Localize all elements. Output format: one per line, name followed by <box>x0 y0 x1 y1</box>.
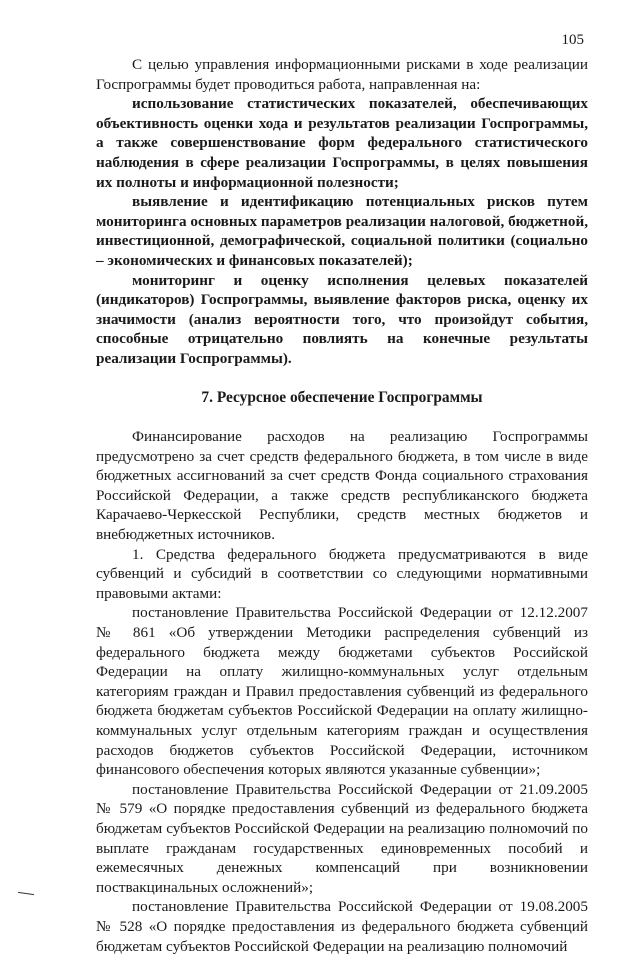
paragraph-intro: С целью управления информационными рисками в ходе реализации Госпрограммы будет проводиться работа, направленная на: <box>96 56 588 93</box>
paragraph-decree-579: постановление Правительства Российской Федерации от 21.09.2005 № 579 «О порядке предоставления субвенций из федерального бюджета бюджетам субъектов Российской Федерации на реализацию полномочий по выплате гражданам государственных единовременных пособий и ежемесячных денежных компенсаций при возникновении поствакцинальных осложнений»; <box>96 780 588 896</box>
paragraph-decree-861: постановление Правительства Российской Федерации от 12.12.2007 № 861 «Об утверждении Методики распределения субвенций из федерального бюджета между бюджетами субъектов Российской Федерации на оплату жилищно-коммунальных услуг отдельным категориям граждан и Правил предоставления субвенций из федерального бюджета бюджетам субъектов Российской Федерации на оплату жилищно-коммунальных услуг отдельным категориям граждан и осуществления расходов бюджетов субъектов Российской Федерации, источником финансового обеспечения которых являются указанные субвенции»; <box>96 604 588 779</box>
page-number: 105 <box>561 32 584 48</box>
paragraph-federal-budget: 1. Средства федерального бюджета предусматриваются в виде субвенций и субсидий в соответствии со следующими нормативными правовыми актами: <box>96 545 588 602</box>
page-body <box>96 55 588 956</box>
paragraph-risk-identification: выявление и идентификацию потенциальных рисков путем мониторинга основных параметров реализации налоговой, бюджетной, инвестиционной, демографической, социальной политики (социально – экономических и финансовых показателей); <box>96 193 588 269</box>
paragraph-decree-528: постановление Правительства Российской Федерации от 19.08.2005 № 528 «О порядке предоставления из федерального бюджета субвенций бюджетам субъектов Российской Федерации на реализацию полномочий <box>96 898 588 955</box>
paragraph-financing: Финансирование расходов на реализацию Госпрограммы предусмотрено за счет средств федерального бюджета, в том числе в виде бюджетных ассигнований за счет средств Фонда социального страхования Российской Федерации, а также средств республиканского бюджета Карачаево-Черкесской Республики, средств местных бюджетов и внебюджетных источников. <box>96 428 588 544</box>
paragraph-statistics: использование статистических показателей, обеспечивающих объективность оценки хода и результатов реализации Госпрограммы, а также совершенствование форм федерального статистического наблюдения в сфере реализации Госпрограммы, в целях повышения их полноты и информационной полезности; <box>96 95 588 191</box>
scan-artifact-mark <box>18 892 34 895</box>
section-heading: 7. Ресурсное обеспечение Госпрограммы <box>201 388 483 406</box>
paragraph-monitoring: мониторинг и оценку исполнения целевых показателей (индикаторов) Госпрограммы, выявление факторов риска, оценку их значимости (анализ вероятности того, что произойдут события, способные отрицательно повлиять на конечные результаты реализации Госпрограммы). <box>96 271 588 367</box>
